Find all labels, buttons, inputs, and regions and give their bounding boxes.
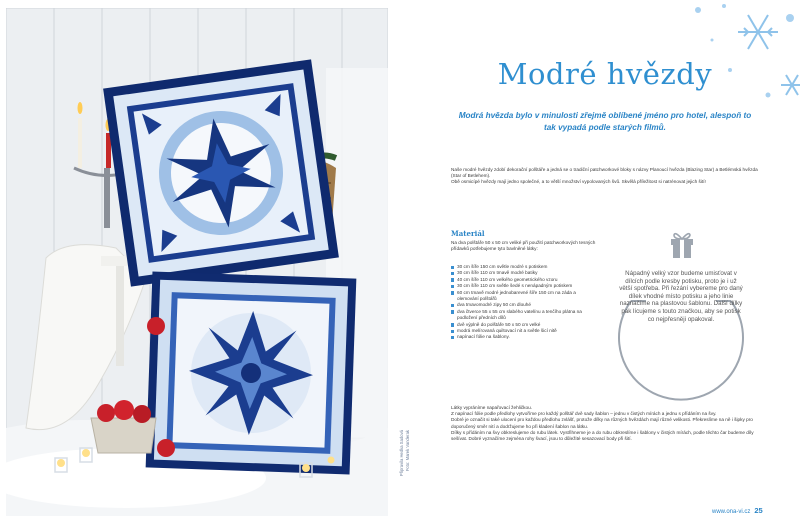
page-number: 25 — [754, 506, 763, 515]
footer-site: www.ona-vi.cz — [712, 509, 751, 515]
tip-text: Nápadný velký vzor budeme umisťovat v dílcích podle kresby potisku, proto je i už větší spotřeba. Při řezání vybereme pro daný dílek vhodné místo potisku a jeho linie naznačíme na plastovou šablonu. Další dílky pak lícujeme s touto značkou, aby se potisk co nejpřesněji opakoval. — [619, 270, 743, 323]
intro-paragraph: Naše modré hvězdy zdobí dekorační polštáře a jedná se o tradiční patchworkové bloky s názvy Planoucí hvězda (Blazing Star) a Betlémská hvězda (Star of Betlehem). — [451, 167, 758, 179]
list-item: dvě výplně do polštáře 50 x 50 cm velké — [451, 322, 593, 328]
credit-photo: Foto: Marek Vanderak — [405, 430, 410, 472]
list-item: 60 cm tmavě modré jednobarevné šíře 150 cm na záda a olemování polštářů — [451, 290, 593, 303]
snowflake-decoration — [660, 0, 800, 110]
list-item: modrá melírovaná quiltovací nit a světle šicí nitě — [451, 328, 593, 334]
credit-design: Připravila Hedka Sadová — [399, 430, 404, 477]
list-item: 30 cm šíře 150 cm světle modré s potiskem — [451, 264, 593, 270]
page-footer — [712, 506, 763, 515]
list-item: dva tmavomodré zipy 50 cm dlouhé — [451, 302, 593, 308]
list-item: dva čtverce 55 x 55 cm slabého vatelínu a tenčího plátna na podložení předních dílů — [451, 309, 593, 322]
page-subtitle: Modrá hvězda bylo v minulosti zřejmě oblíbené jméno pro hotel, alespoň to tak vypadá podle starých filmů. — [458, 111, 752, 132]
instructions-text — [451, 405, 765, 442]
body-paragraph: Z napínací fólie podle předlohy vytvoříme pro každý polštář dvě sady šablon – jednu v čistých mírách a jednu s přídáním na švy. — [451, 411, 717, 417]
cushions-photo — [6, 8, 388, 516]
photo-credit — [399, 430, 419, 510]
material-intro: Na dva polštáře 50 x 50 cm veliké při použití patchworkových tesných přídavků potřebujeme tyto bavlněné látky: — [451, 240, 596, 252]
list-item: 30 cm šíře 110 cm světle šedé s nenápadným potiskem — [451, 283, 593, 289]
body-paragraph: Dobré je označit si také ulocení pro každou předlohu zvlášť, protože dílky na různých hvězdách mají různé velikosti. Překreslíme na ně i šipky pro doporučený směr nití a dodržujeme ho při kladení šablon na látku. — [451, 417, 753, 429]
list-item: 30 cm šíře 110 cm tmavě modré batiky — [451, 270, 593, 276]
list-item: 40 cm šíře 110 cm velkého geometrického vzoru — [451, 277, 593, 283]
list-item: napínací fólie na šablony. — [451, 334, 593, 340]
body-paragraph: Látky vypráníme napařovací žehličkou. — [451, 405, 533, 410]
material-heading: Materiál — [451, 229, 485, 238]
gift-icon — [669, 229, 695, 259]
body-paragraph: Dílky s přídáním na švy obkreslujeme do rubu látek. Vystřihneme je a do rubu obkreslíme i šablony v čistých mírách, podle těchto čar budeme díly sešívat. Dobré vyznačíme zejména rohy švací, jsou to důležité sesazovací body při šití. — [451, 429, 754, 442]
intro-paragraph: Obě osmicípé hvězdy mají jedno společné, a to větší množství vypolovaných švů. Skvělá příležitost si natrénovat jejich šití! — [451, 179, 706, 185]
material-list — [451, 264, 593, 341]
intro-text — [451, 167, 765, 186]
page-title: Modré hvězdy — [497, 57, 713, 91]
